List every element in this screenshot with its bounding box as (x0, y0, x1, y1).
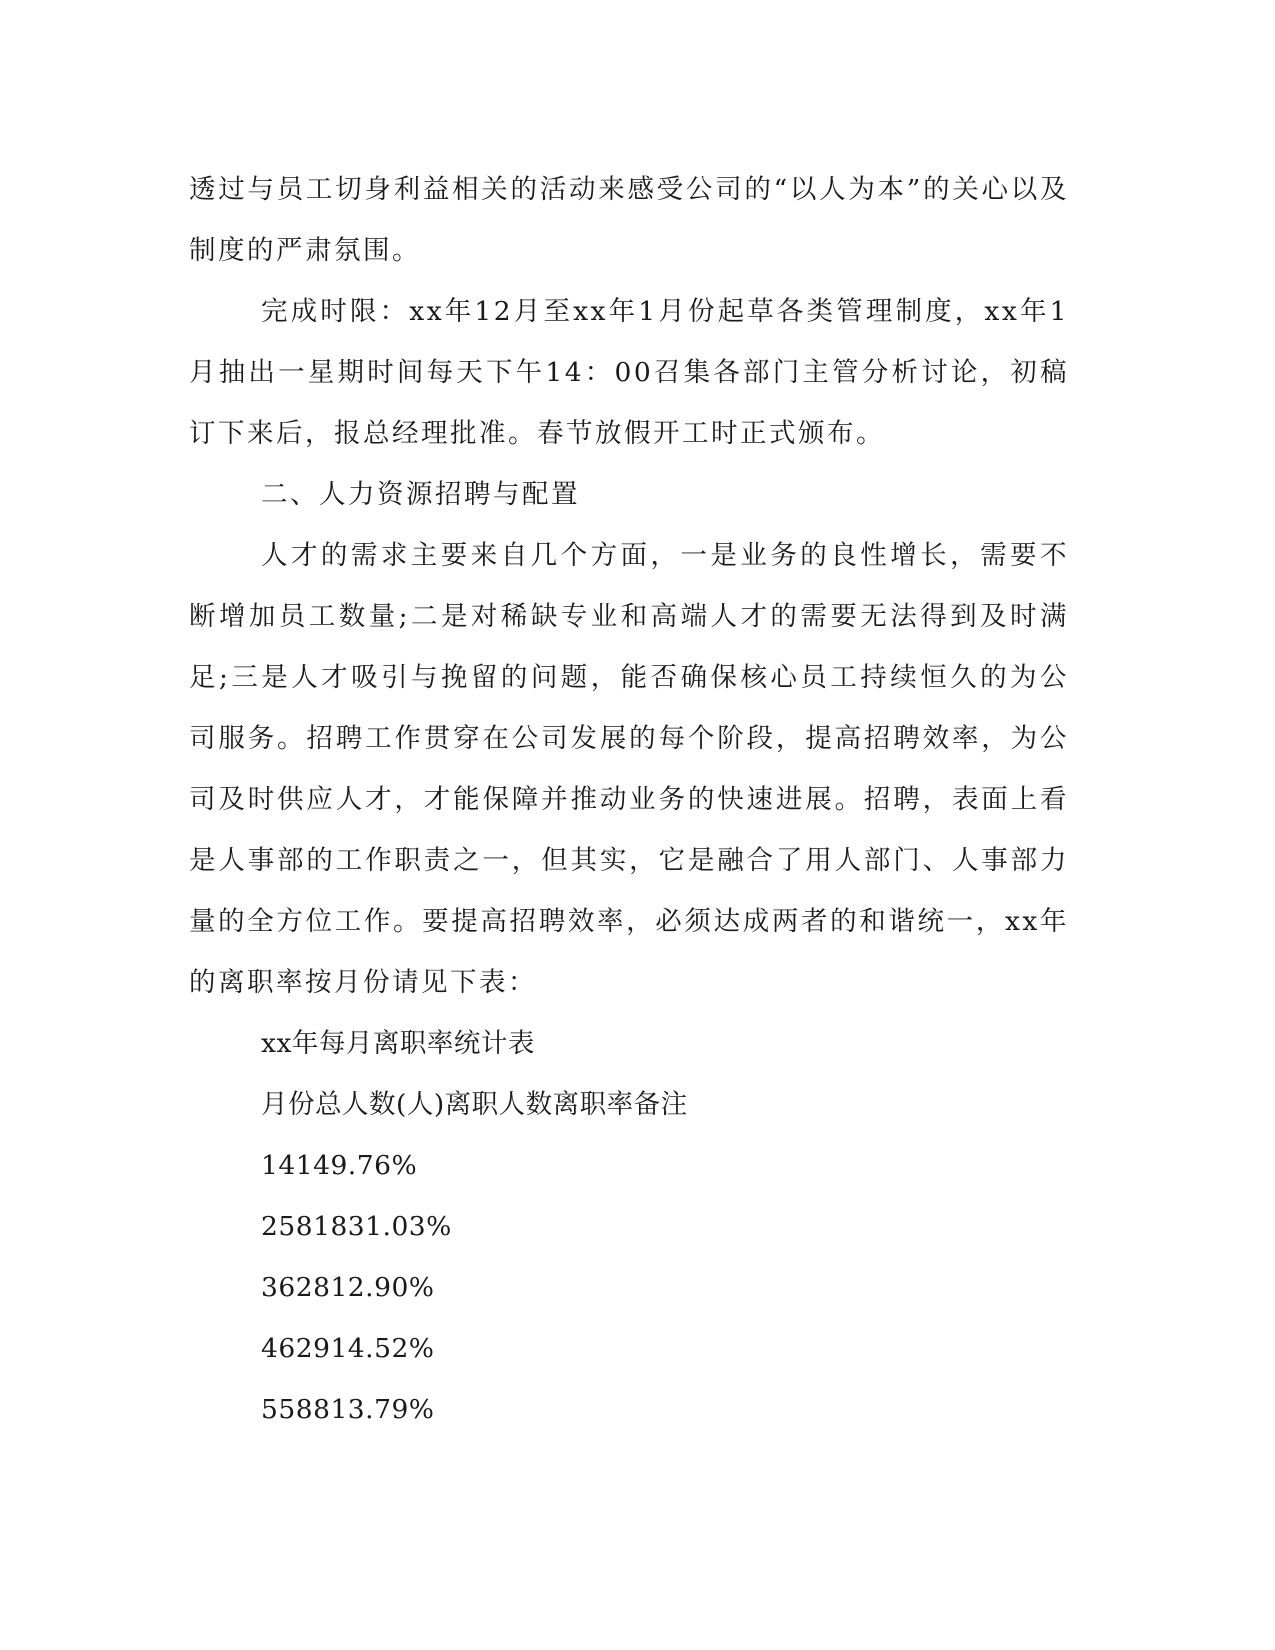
table-title: xx年每月离职率统计表 (261, 1028, 535, 1059)
table-row: 14149.76% (261, 1150, 418, 1181)
table-header: 月份总人数(人)离职人数离职率备注 (261, 1089, 688, 1120)
section-heading-recruitment: 二、人力资源招聘与配置 (261, 479, 580, 510)
paragraph-talent-demand: 人才的需求主要来自几个方面，一是业务的良性增长，需要不断增加员工数量;二是对稀缺专业和高端人才的需要无法得到及时满足;三是人才吸引与挽留的问题，能否确保核心员工持续恒久的为公司服务。招聘工作贯穿在公司发展的每个阶段，提高招聘效率，为公司及时供应人才，才能保障并推动业务的快速进展。招聘，表面上看是人事部的工作职责之一，但其实，它是融合了用人部门、人事部力量的全方位工作。要提高招聘效率，必须达成两者的和谐统一，xx年的离职率按月份请见下表： (189, 540, 1069, 998)
document-body (189, 159, 1069, 1440)
table-row: 462914.52% (261, 1333, 435, 1364)
table-row: 362812.90% (261, 1272, 435, 1303)
table-row: 558813.79% (261, 1394, 435, 1425)
paragraph-activities-atmosphere: 透过与员工切身利益相关的活动来感受公司的“以人为本”的关心以及制度的严肃氛围。 (189, 174, 1069, 266)
table-row: 2581831.03% (261, 1211, 452, 1242)
paragraph-completion-deadline: 完成时限：xx年12月至xx年1月份起草各类管理制度，xx年1月抽出一星期时间每天下午14：00召集各部门主管分析讨论，初稿订下来后，报总经理批准。春节放假开工时正式颁布。 (189, 296, 1069, 449)
